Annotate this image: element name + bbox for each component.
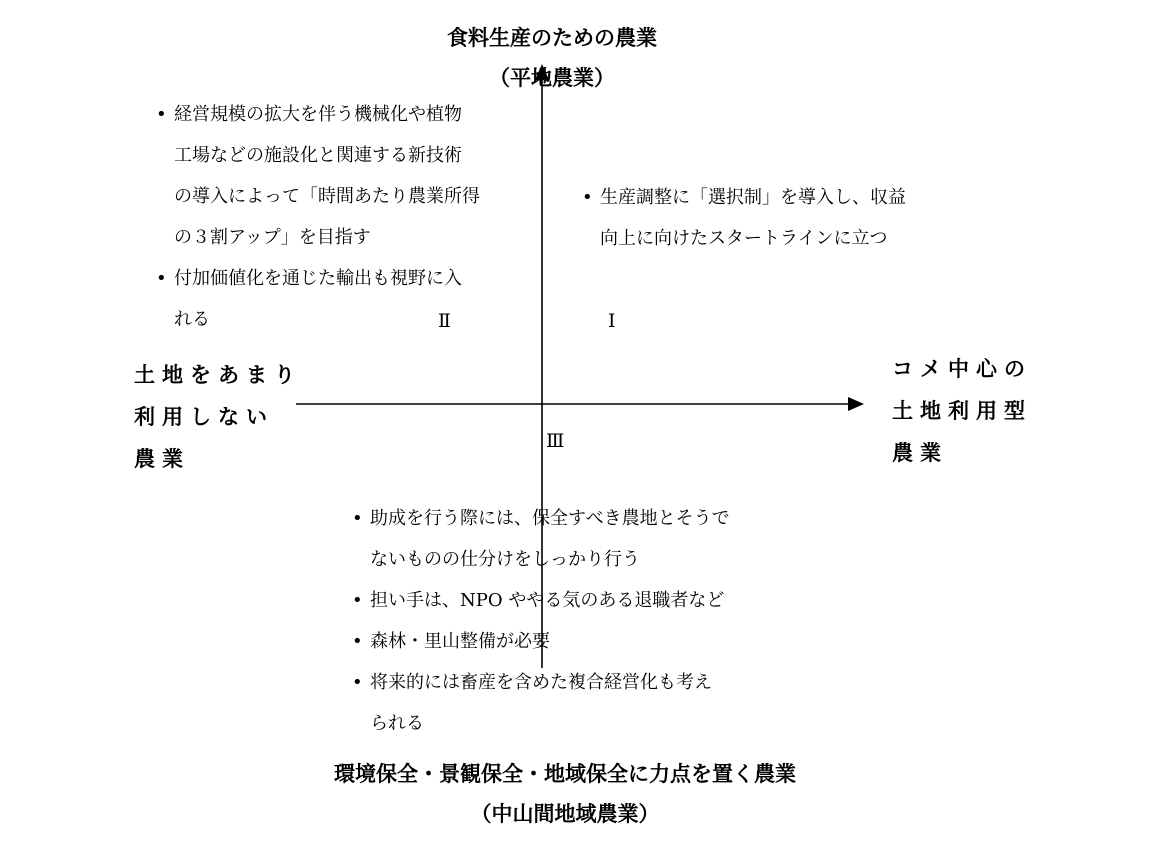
left-axis-label-line: 農業 — [134, 447, 190, 471]
left-axis-label — [134, 354, 302, 480]
horizontal-axis-arrowhead — [848, 397, 864, 411]
list-item — [582, 177, 906, 259]
quadrant-1-bullets — [582, 177, 906, 259]
list-item — [352, 498, 730, 580]
bullet-line: • 経営規模の拡大を伴う機械化や植物 — [174, 104, 462, 125]
list-item — [352, 580, 730, 621]
bullet-line: 工場などの施設化と関連する新技術 — [174, 145, 462, 166]
right-axis-label-line: 農業 — [892, 441, 948, 465]
right-axis-label-line: 土地利用型 — [892, 399, 1032, 423]
bullet-line: ないものの仕分けをしっかり行う — [370, 549, 640, 570]
quadrant-2-bullets — [156, 94, 480, 340]
right-axis-label — [892, 348, 1032, 474]
list-item — [352, 621, 730, 662]
left-axis-label-line: 利用しない — [134, 405, 274, 429]
bottom-axis-subtitle: （中山間地域農業） — [470, 802, 660, 826]
bullet-line: • 生産調整に「選択制」を導入し、収益 — [600, 187, 906, 208]
bullet-line: れる — [174, 309, 210, 330]
list-item — [352, 662, 730, 744]
bullet-line: • 森林・里山整備が必要 — [370, 631, 550, 652]
bullet-line: • 担い手は、NPO ややる気のある退職者など — [370, 590, 725, 611]
bullet-line: • 助成を行う際には、保全すべき農地とそうで — [370, 508, 730, 529]
bullet-line: 向上に向けたスタートラインに立つ — [600, 228, 888, 249]
bottom-axis-title: 環境保全・景観保全・地域保全に力点を置く農業 — [334, 762, 796, 786]
quadrant-3-bullets — [352, 498, 730, 744]
left-axis-label-line: 土地をあまり — [134, 363, 302, 387]
quadrant-1-label: Ⅰ — [608, 310, 616, 332]
bullet-line: • 将来的には畜産を含めた複合経営化も考え — [370, 672, 712, 693]
right-axis-label-line: コメ中心の — [892, 357, 1032, 381]
bullet-line: の３割アップ」を目指す — [174, 227, 371, 248]
quadrant-2-label: Ⅱ — [438, 310, 451, 332]
top-axis-title: 食料生産のための農業 — [447, 26, 657, 50]
bullet-line: られる — [370, 713, 424, 734]
bullet-line: の導入によって「時間あたり農業所得 — [174, 186, 480, 207]
list-item — [156, 94, 480, 258]
quadrant-3-label: Ⅲ — [546, 430, 565, 452]
list-item — [156, 258, 480, 340]
top-axis-subtitle: （平地農業） — [489, 66, 615, 90]
bullet-line: • 付加価値化を通じた輸出も視野に入 — [174, 268, 462, 289]
